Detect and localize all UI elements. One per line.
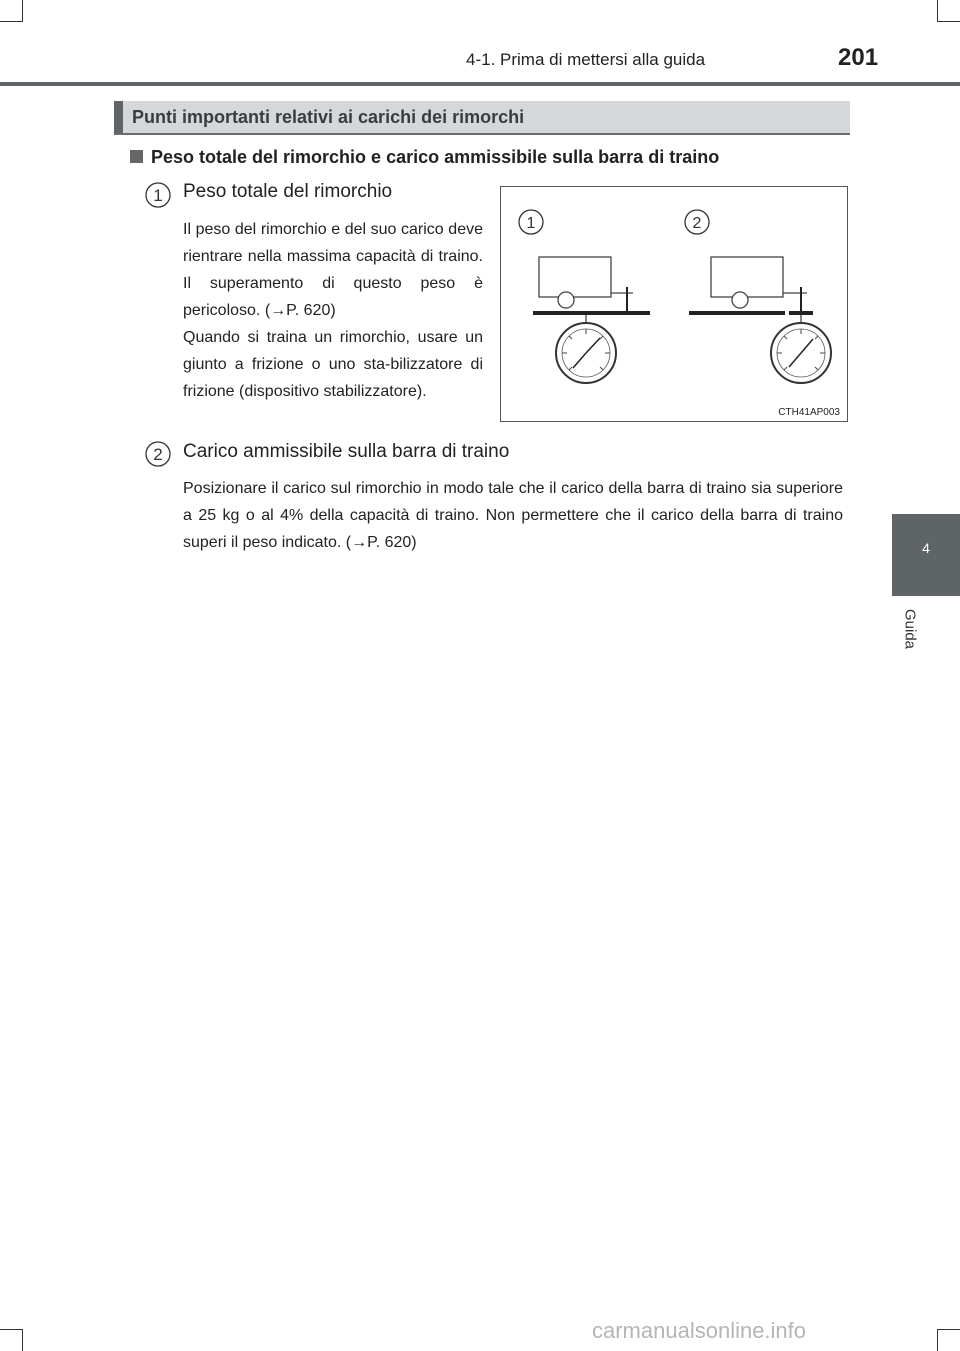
gauge-right-icon — [771, 323, 831, 383]
crop-mark — [938, 21, 960, 22]
trailer-right-icon — [711, 257, 807, 313]
ground-line-right — [689, 311, 785, 315]
crop-mark — [22, 1329, 23, 1351]
chapter-tab — [892, 514, 960, 596]
trailer-left-icon — [539, 257, 633, 313]
number-2-icon-text: 2 — [153, 445, 163, 464]
crop-mark — [22, 0, 23, 22]
figure-label-1-icon — [519, 210, 543, 234]
item-1-title: Peso totale del rimorchio — [183, 181, 393, 202]
running-header-title: 4-1. Prima di mettersi alla guida — [466, 50, 706, 69]
scale-platform-right — [789, 311, 813, 315]
watermark: carmanualsonline.info — [592, 1318, 807, 1343]
number-1-icon-text: 1 — [153, 186, 163, 205]
figure-trailer-weight — [500, 186, 848, 422]
section-heading-bar — [114, 101, 850, 135]
section-heading-accent — [114, 101, 123, 133]
crop-mark — [938, 1329, 960, 1330]
crop-mark — [0, 1329, 22, 1330]
number-1-icon — [145, 182, 171, 208]
chapter-tab-number: 4 — [922, 540, 930, 556]
figure-label-2-icon — [685, 210, 709, 234]
crop-mark — [0, 21, 22, 22]
item-1-paragraph-1: Il peso del rimorchio e del suo carico deve rientrare nella massima capacità di traino. Il superamento di questo peso è pericoloso. (→P. 620) — [183, 221, 483, 319]
chapter-tab-label-text: Guida — [901, 608, 919, 650]
crop-mark — [937, 1329, 938, 1351]
item-2-paragraph-1: Posizionare il carico sul rimorchio in modo tale che il carico della barra di traino sia superiore a 25 kg o al 4% della capacità di traino. Non permettere che il carico della barra di traino superi il peso indicato. (→P. 620) — [183, 480, 843, 551]
subheading-text: Peso totale del rimorchio e carico ammissibile sulla barra di traino — [151, 147, 720, 167]
svg-text:1: 1 — [526, 215, 536, 232]
square-bullet-icon — [130, 150, 143, 163]
figure-code: CTH41AP003 — [778, 407, 840, 418]
number-2-icon — [145, 441, 171, 467]
crop-mark — [937, 0, 938, 22]
trailer-scale-illustration — [501, 187, 847, 421]
scale-platform-left — [533, 311, 650, 315]
gauge-left-icon — [556, 323, 616, 383]
item-2-title: Carico ammissibile sulla barra di traino — [183, 441, 510, 462]
subheading — [130, 147, 719, 168]
chapter-tab-label — [898, 604, 922, 654]
page-number: 201 — [838, 44, 879, 71]
item-1-paragraph-2: Quando si traina un rimorchio, usare un giunto a frizione o uno sta-bilizzatore di frizione (dispositivo stabilizzatore). — [183, 329, 483, 400]
section-title: Punti importanti relativi ai carichi dei rimorchi — [132, 107, 525, 127]
svg-text:2: 2 — [692, 215, 702, 232]
header-rule — [0, 82, 960, 86]
